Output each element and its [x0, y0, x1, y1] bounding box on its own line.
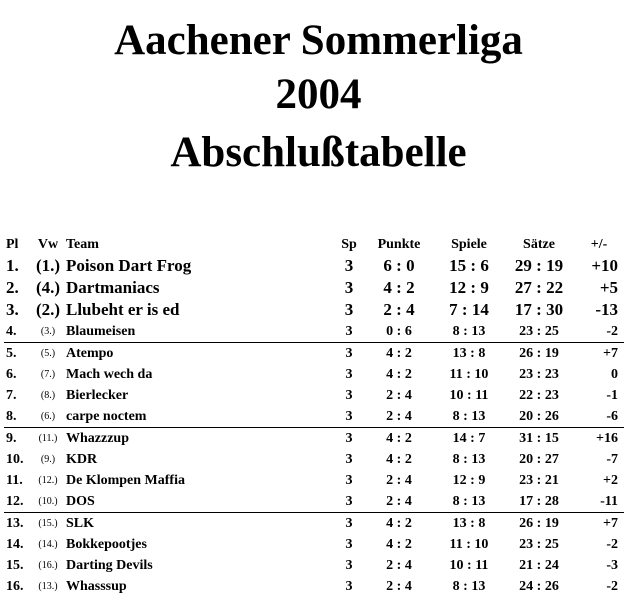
table-header-row [4, 234, 624, 255]
table-row [4, 513, 624, 535]
games-played-cell: 3 [345, 493, 353, 509]
header-saetze: Sätze [523, 236, 555, 252]
games-played-cell: 3 [334, 428, 364, 450]
team-name-cell: Mach wech da [66, 366, 153, 382]
difference-cell: -2 [606, 536, 618, 552]
previous-rank-cell: (6.) [40, 411, 56, 422]
points-cell: 2 : 4 [386, 387, 412, 403]
legs-cell: 10 : 11 [449, 387, 489, 403]
sets-cell: 26 : 19 [504, 513, 574, 535]
team-name-cell: Whasssup [66, 578, 127, 594]
games-played-cell: 3 [345, 323, 353, 339]
sets-cell: 20 : 27 [519, 451, 559, 467]
legs-cell: 14 : 7 [434, 428, 504, 450]
table-row [4, 255, 624, 277]
rank-cell: 9. [4, 428, 32, 450]
difference-cell: -1 [606, 387, 618, 403]
rank-cell: 1. [6, 256, 19, 275]
difference-cell: -2 [606, 578, 618, 594]
table-row [4, 576, 624, 597]
rank-cell: 7. [6, 387, 17, 403]
rank-cell: 12. [6, 493, 24, 509]
legs-cell: 15 : 6 [449, 256, 489, 275]
team-name-cell: Poison Dart Frog [66, 256, 192, 275]
points-cell: 4 : 2 [364, 343, 434, 365]
games-played-cell: 3 [345, 387, 353, 403]
legs-cell: 8 : 13 [452, 578, 486, 594]
rank-cell: 13. [4, 513, 32, 535]
team-name-cell: Llubeht er is ed [66, 300, 180, 319]
difference-cell: -11 [600, 493, 618, 509]
team-name-cell: SLK [64, 513, 334, 535]
team-name-cell: Bokkepootjes [66, 536, 147, 552]
points-cell: 4 : 2 [386, 366, 412, 382]
previous-rank-cell: (16.) [38, 560, 58, 571]
sets-cell: 23 : 23 [519, 366, 559, 382]
header-sp: Sp [341, 236, 357, 252]
header-pl: Pl [6, 236, 19, 252]
rank-cell: 6. [6, 366, 17, 382]
legs-cell: 11 : 10 [449, 536, 489, 552]
legs-cell: 8 : 13 [452, 451, 486, 467]
previous-rank-cell: (2.) [35, 300, 61, 319]
games-played-cell: 3 [334, 513, 364, 535]
previous-rank-cell: (11.) [32, 428, 64, 450]
team-name-cell: Dartmaniacs [66, 278, 160, 297]
points-cell: 6 : 0 [383, 256, 415, 275]
previous-rank-cell: (7.) [40, 369, 56, 380]
table-row [4, 470, 624, 491]
games-played-cell: 3 [345, 536, 353, 552]
points-cell: 4 : 2 [364, 428, 434, 450]
table-row [4, 534, 624, 555]
sets-cell: 23 : 25 [519, 536, 559, 552]
points-cell: 4 : 2 [364, 513, 434, 535]
games-played-cell: 3 [345, 451, 353, 467]
rank-cell: 15. [6, 557, 24, 573]
difference-cell: -3 [606, 557, 618, 573]
difference-cell: -7 [606, 451, 618, 467]
rank-cell: 5. [4, 343, 32, 365]
table-row [4, 385, 624, 406]
points-cell: 2 : 4 [386, 408, 412, 424]
table-row [4, 343, 624, 365]
team-name-cell: Blaumeisen [66, 323, 136, 339]
games-played-cell: 3 [344, 256, 354, 275]
header-punkte: Punkte [377, 236, 421, 252]
points-cell: 4 : 2 [383, 278, 415, 297]
points-cell: 4 : 2 [386, 451, 412, 467]
legs-cell: 13 : 8 [434, 513, 504, 535]
difference-cell: +7 [574, 343, 624, 365]
sets-cell: 20 : 26 [519, 408, 559, 424]
team-name-cell: KDR [66, 451, 98, 467]
sets-cell: 23 : 25 [519, 323, 559, 339]
points-cell: 2 : 4 [386, 472, 412, 488]
points-cell: 2 : 4 [386, 578, 412, 594]
previous-rank-cell: (10.) [38, 496, 58, 507]
table-row [4, 277, 624, 299]
table-row [4, 406, 624, 428]
legs-cell: 13 : 8 [434, 343, 504, 365]
rank-cell: 10. [6, 451, 24, 467]
rank-cell: 2. [6, 278, 19, 297]
games-played-cell: 3 [344, 300, 354, 319]
points-cell: 2 : 4 [383, 300, 415, 319]
difference-cell: +16 [574, 428, 624, 450]
games-played-cell: 3 [334, 343, 364, 365]
rank-cell: 8. [6, 408, 17, 424]
team-name-cell: Bierlecker [66, 387, 129, 403]
rank-cell: 11. [6, 472, 23, 488]
games-played-cell: 3 [345, 578, 353, 594]
sets-cell: 26 : 19 [504, 343, 574, 365]
previous-rank-cell: (4.) [35, 278, 61, 297]
sets-cell: 31 : 15 [504, 428, 574, 450]
legs-cell: 8 : 13 [452, 323, 486, 339]
team-name-cell: Darting Devils [66, 557, 153, 573]
table-row [4, 555, 624, 576]
sets-cell: 17 : 28 [519, 493, 559, 509]
table-row [4, 428, 624, 450]
rank-cell: 3. [6, 300, 19, 319]
previous-rank-cell: (8.) [40, 390, 56, 401]
legs-cell: 12 : 9 [452, 472, 486, 488]
previous-rank-cell: (14.) [38, 539, 58, 550]
team-name-cell: carpe noctem [66, 408, 147, 424]
sets-cell: 29 : 19 [514, 256, 564, 275]
previous-rank-cell: (1.) [35, 256, 61, 275]
points-cell: 0 : 6 [386, 323, 412, 339]
points-cell: 2 : 4 [386, 493, 412, 509]
difference-cell: -13 [595, 300, 618, 319]
previous-rank-cell: (9.) [40, 454, 56, 465]
previous-rank-cell: (13.) [38, 581, 58, 592]
table-row [4, 491, 624, 513]
header-spiele: Spiele [451, 236, 487, 252]
difference-cell: -2 [606, 323, 618, 339]
points-cell: 2 : 4 [386, 557, 412, 573]
legs-cell: 8 : 13 [452, 493, 486, 509]
difference-cell: 0 [611, 366, 618, 382]
difference-cell: +5 [599, 278, 618, 297]
header-team: Team [66, 236, 99, 252]
header-vw: Vw [37, 236, 59, 252]
legs-cell: 7 : 14 [449, 300, 489, 319]
sets-cell: 22 : 23 [519, 387, 559, 403]
difference-cell: +7 [574, 513, 624, 535]
table-row [4, 299, 624, 321]
games-played-cell: 3 [345, 366, 353, 382]
legs-cell: 8 : 13 [452, 408, 486, 424]
legs-cell: 10 : 11 [449, 557, 489, 573]
team-name-cell: DOS [66, 493, 95, 509]
standings-table [4, 234, 624, 597]
previous-rank-cell: (3.) [40, 326, 56, 337]
legs-cell: 11 : 10 [449, 366, 489, 382]
rank-cell: 14. [6, 536, 24, 552]
sets-cell: 21 : 24 [519, 557, 559, 573]
team-name-cell: Atempo [64, 343, 334, 365]
sets-cell: 23 : 21 [519, 472, 559, 488]
games-played-cell: 3 [344, 278, 354, 297]
sets-cell: 24 : 26 [519, 578, 559, 594]
sets-cell: 17 : 30 [514, 300, 564, 319]
rank-cell: 16. [6, 578, 24, 594]
previous-rank-cell: (15.) [32, 513, 64, 535]
previous-rank-cell: (12.) [38, 475, 58, 486]
sets-cell: 27 : 22 [514, 278, 564, 297]
previous-rank-cell: (5.) [32, 343, 64, 365]
difference-cell: -6 [606, 408, 618, 424]
games-played-cell: 3 [345, 557, 353, 573]
games-played-cell: 3 [345, 408, 353, 424]
table-row [4, 364, 624, 385]
page-subtitle: Abschlußtabelle [170, 129, 467, 176]
page-title: Aachener Sommerliga [114, 17, 523, 64]
difference-cell: +2 [603, 472, 618, 488]
team-name-cell: De Klompen Maffia [66, 472, 185, 488]
legs-cell: 12 : 9 [449, 278, 489, 297]
rank-cell: 4. [6, 323, 17, 339]
team-name-cell: Whazzzup [64, 428, 334, 450]
page-year: 2004 [275, 71, 362, 118]
header-diff: +/- [590, 236, 608, 252]
table-row [4, 449, 624, 470]
difference-cell: +10 [591, 256, 618, 275]
games-played-cell: 3 [345, 472, 353, 488]
points-cell: 4 : 2 [386, 536, 412, 552]
table-row [4, 321, 624, 343]
